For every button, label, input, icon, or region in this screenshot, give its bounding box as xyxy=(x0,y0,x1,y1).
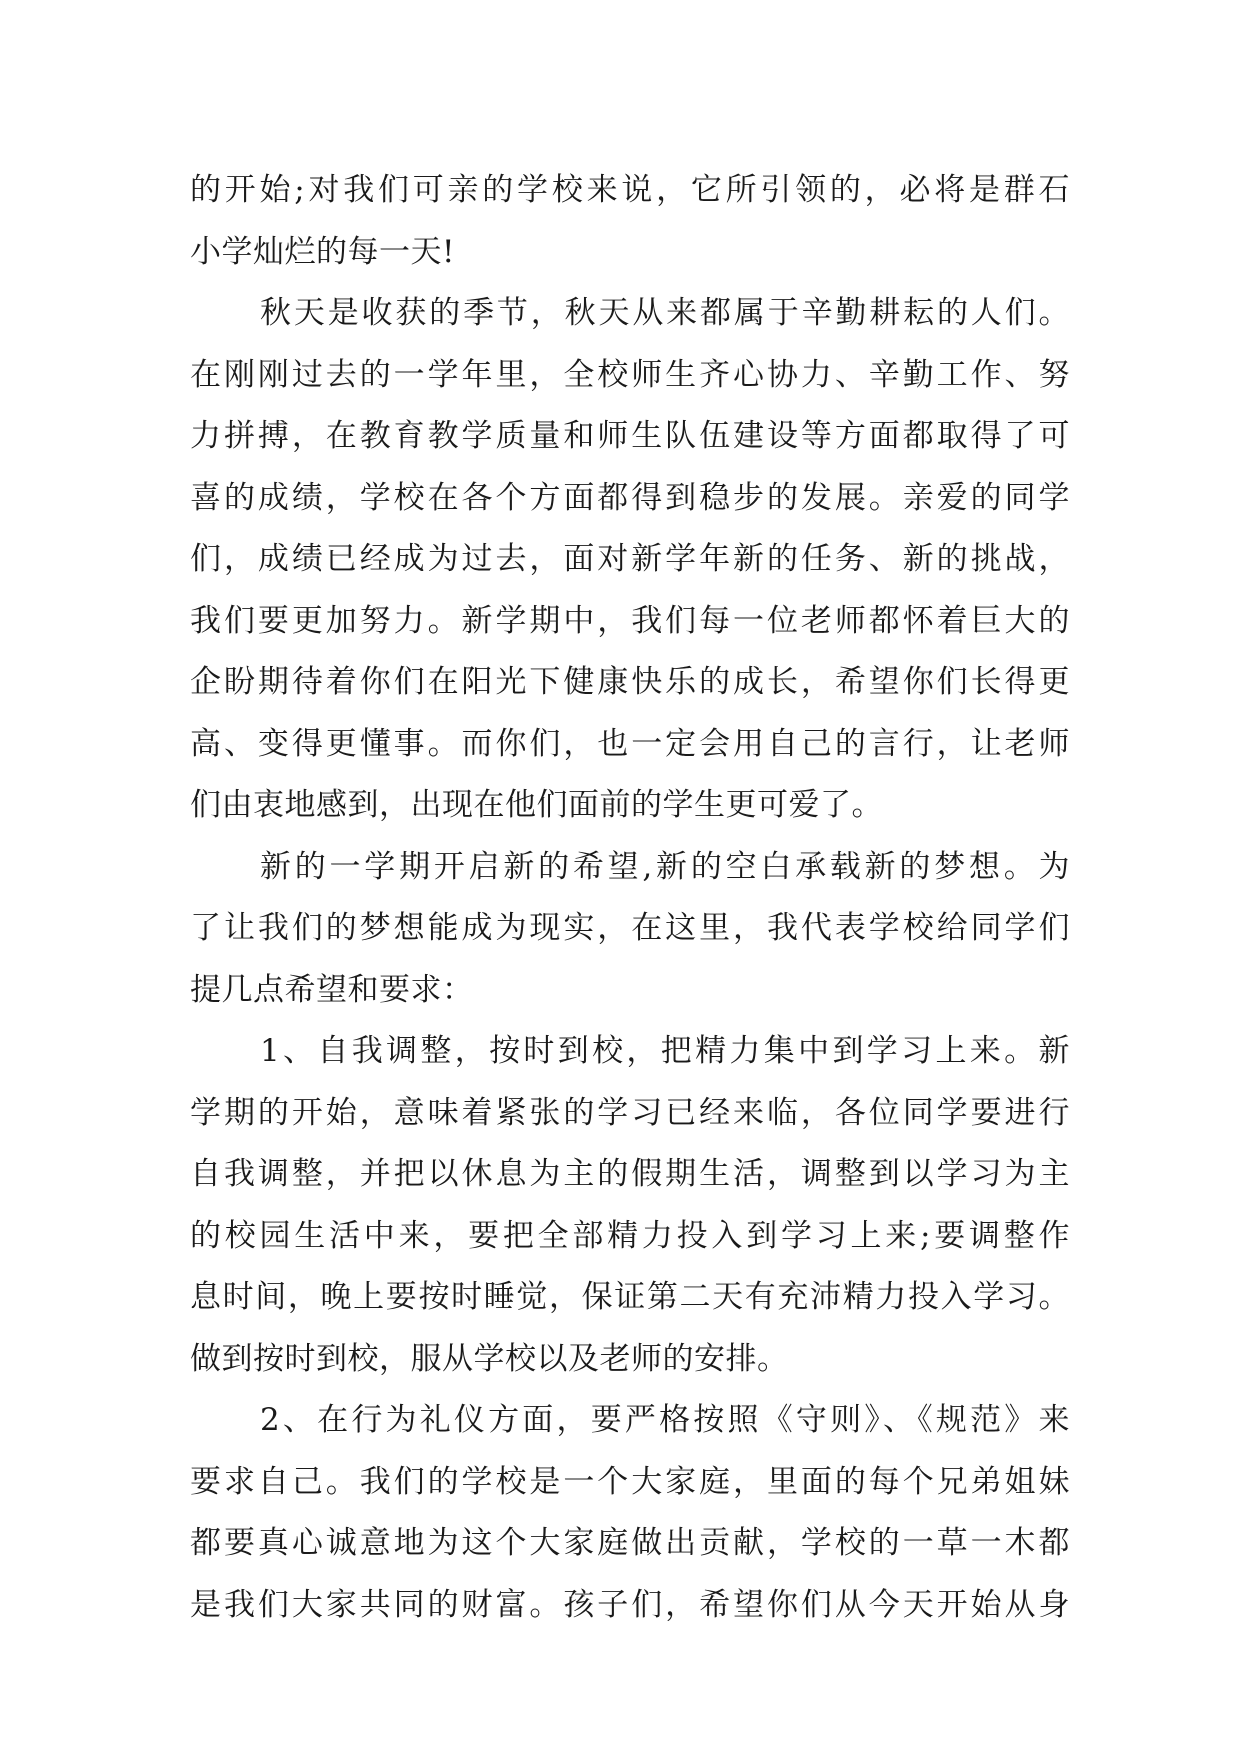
text-line: 1、自我调整，按时到校，把精力集中到学习上来。新 xyxy=(260,1033,1070,1069)
text-line: 高、变得更懂事。而你们，也一定会用自己的言行，让老师 xyxy=(190,725,1070,762)
text-line: 的校园生活中来，要把全部精力投入到学习上来;要调整作 xyxy=(190,1217,1070,1254)
text-line: 们，成绩已经成为过去，面对新学年新的任务、新的挑战， xyxy=(190,541,1070,577)
text-line: 2、在行为礼仪方面，要严格按照《守则》、《规范》来 xyxy=(260,1402,1070,1438)
text-line: 自我调整，并把以休息为主的假期生活，调整到以学习为主 xyxy=(190,1156,1070,1192)
text-line: 小学灿烂的每一天! xyxy=(190,233,455,270)
text-line: 新的一学期开启新的希望,新的空白承载新的梦想。为 xyxy=(260,848,1070,885)
text-line: 的开始;对我们可亲的学校来说，它所引领的，必将是群石 xyxy=(190,172,1070,208)
text-line: 都要真心诚意地为这个大家庭做出贡献，学校的一草一木都 xyxy=(190,1525,1070,1561)
text-line: 企盼期待着你们在阳光下健康快乐的成长，希望你们长得更 xyxy=(190,664,1070,700)
text-line: 了让我们的梦想能成为现实，在这里，我代表学校给同学们 xyxy=(190,910,1070,946)
text-line: 力拼搏，在教育教学质量和师生队伍建设等方面都取得了可 xyxy=(190,418,1070,454)
body-text xyxy=(190,160,1070,1636)
text-line: 是我们大家共同的财富。孩子们，希望你们从今天开始从身 xyxy=(190,1586,1070,1623)
text-line: 喜的成绩，学校在各个方面都得到稳步的发展。亲爱的同学 xyxy=(190,479,1070,516)
text-line: 息时间，晚上要按时睡觉，保证第二天有充沛精力投入学习。 xyxy=(190,1279,1070,1315)
text-line: 提几点希望和要求： xyxy=(190,971,474,1008)
text-line: 学期的开始，意味着紧张的学习已经来临，各位同学要进行 xyxy=(190,1094,1070,1131)
text-line: 在刚刚过去的一学年里，全校师生齐心协力、辛勤工作、努 xyxy=(190,356,1070,393)
text-line: 要求自己。我们的学校是一个大家庭，里面的每个兄弟姐妹 xyxy=(190,1463,1070,1500)
text-line: 们由衷地感到，出现在他们面前的学生更可爱了。 xyxy=(190,787,883,823)
text-line: 做到按时到校，服从学校以及老师的安排。 xyxy=(190,1340,789,1377)
text-line: 我们要更加努力。新学期中，我们每一位老师都怀着巨大的 xyxy=(190,602,1070,639)
text-line: 秋天是收获的季节，秋天从来都属于辛勤耕耘的人们。 xyxy=(260,295,1070,331)
